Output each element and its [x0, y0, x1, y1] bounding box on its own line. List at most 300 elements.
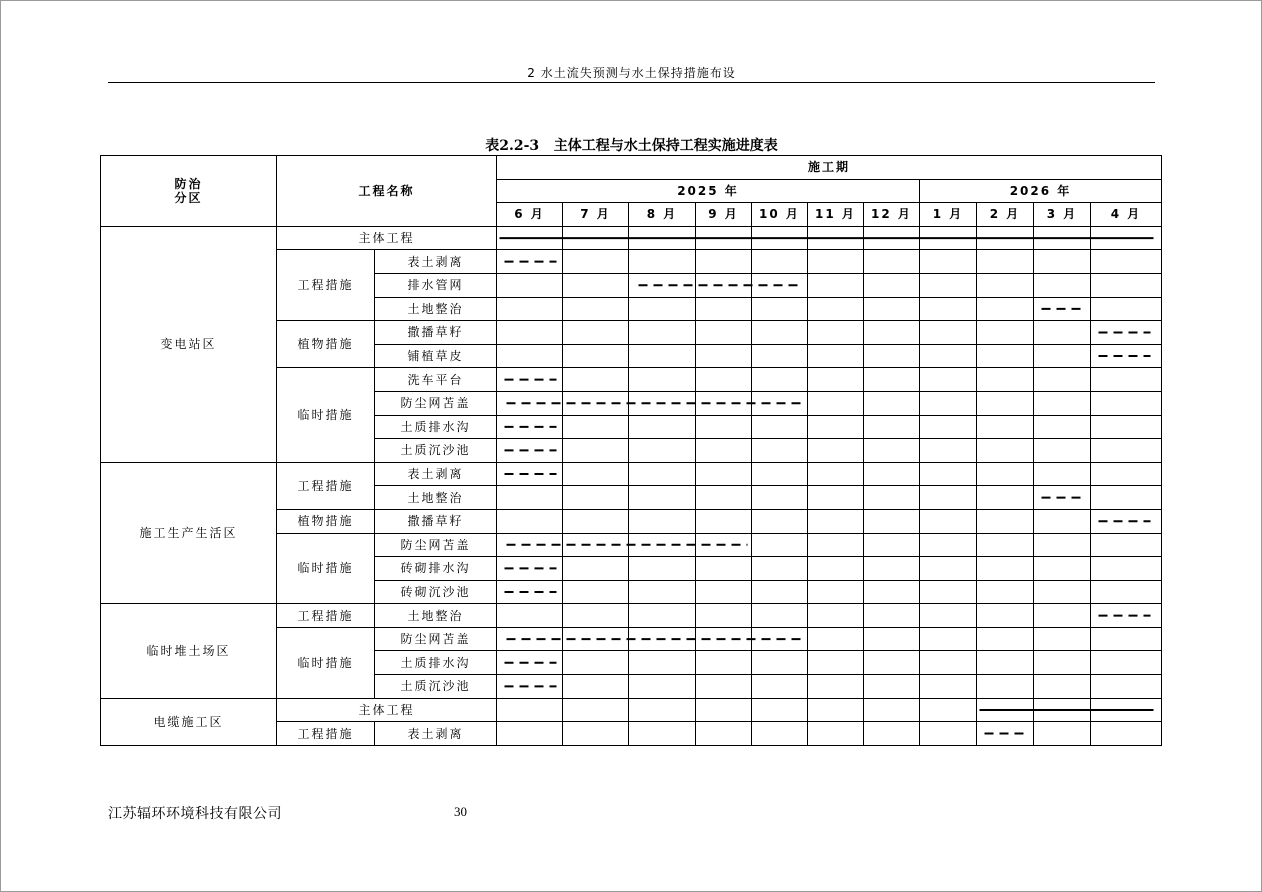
month-cell: [752, 533, 808, 557]
month-cell: [1034, 226, 1091, 250]
schedule-row: [101, 698, 1162, 722]
month-cell: [808, 344, 864, 368]
month-cell: [629, 651, 696, 675]
month-cell: [1034, 297, 1091, 321]
month-cell: [629, 557, 696, 581]
month-cell: [629, 273, 696, 297]
month-cell: [1034, 580, 1091, 604]
zone-cell: 施工生产生活区: [101, 462, 277, 604]
month-cell: [1091, 391, 1162, 415]
month-cell: [977, 509, 1034, 533]
month-cell: [977, 675, 1034, 699]
month-cell: [752, 580, 808, 604]
measure-category-cell: 植物措施: [277, 509, 375, 533]
measure-item-cell: 土地整治: [375, 604, 497, 628]
header-period: 施工期: [497, 156, 1162, 180]
month-cell: [1091, 273, 1162, 297]
month-cell: [696, 722, 752, 746]
month-cell: [977, 273, 1034, 297]
month-cell: [752, 627, 808, 651]
month-cell: [497, 604, 563, 628]
month-cell: [497, 321, 563, 345]
month-cell: [497, 651, 563, 675]
month-cell: [977, 604, 1034, 628]
measure-item-cell: 砖砌排水沟: [375, 557, 497, 581]
month-cell: [497, 439, 563, 463]
measure-item-cell: 土质沉沙池: [375, 675, 497, 699]
project-name-cell: 主体工程: [277, 698, 497, 722]
running-header: 2 水土流失预测与水土保持措施布设: [527, 66, 736, 80]
month-cell: [752, 344, 808, 368]
measure-item-cell: 铺植草皮: [375, 344, 497, 368]
month-cell: [629, 509, 696, 533]
month-cell: [629, 226, 696, 250]
month-cell: [864, 462, 920, 486]
month-cell: [629, 627, 696, 651]
month-cell: [808, 226, 864, 250]
month-cell: [864, 533, 920, 557]
month-cell: [920, 580, 977, 604]
month-cell: [920, 344, 977, 368]
month-cell: [563, 344, 629, 368]
month-cell: [977, 698, 1034, 722]
month-cell: [1091, 226, 1162, 250]
zone-cell: 电缆施工区: [101, 698, 277, 745]
month-cell: [696, 439, 752, 463]
month-cell: [920, 533, 977, 557]
month-cell: [1034, 698, 1091, 722]
month-cell: [752, 675, 808, 699]
month-cell: [752, 486, 808, 510]
month-cell: [977, 250, 1034, 274]
measure-category-cell: 临时措施: [277, 368, 375, 462]
month-cell: [808, 321, 864, 345]
header-month: 7 月: [563, 203, 629, 227]
month-cell: [563, 321, 629, 345]
month-cell: [808, 297, 864, 321]
month-cell: [497, 509, 563, 533]
month-cell: [1091, 557, 1162, 581]
header-month: 3 月: [1034, 203, 1091, 227]
month-cell: [1034, 415, 1091, 439]
month-cell: [977, 462, 1034, 486]
month-cell: [563, 698, 629, 722]
month-cell: [752, 722, 808, 746]
header-month: 1 月: [920, 203, 977, 227]
measure-item-cell: 防尘网苫盖: [375, 391, 497, 415]
month-cell: [752, 415, 808, 439]
month-cell: [629, 533, 696, 557]
month-cell: [752, 297, 808, 321]
month-cell: [629, 486, 696, 510]
month-cell: [977, 651, 1034, 675]
measure-item-cell: 表土剥离: [375, 250, 497, 274]
month-cell: [1034, 533, 1091, 557]
month-cell: [497, 273, 563, 297]
measure-category-cell: 工程措施: [277, 722, 375, 746]
month-cell: [696, 368, 752, 392]
month-cell: [864, 439, 920, 463]
month-cell: [752, 226, 808, 250]
measure-category-cell: 植物措施: [277, 321, 375, 368]
zone-cell: 临时堆土场区: [101, 604, 277, 698]
header-month: 2 月: [977, 203, 1034, 227]
month-cell: [696, 627, 752, 651]
month-cell: [696, 391, 752, 415]
footer-company: 江苏辐环环境科技有限公司: [108, 806, 282, 822]
month-cell: [920, 250, 977, 274]
month-cell: [563, 604, 629, 628]
month-cell: [752, 321, 808, 345]
month-cell: [977, 226, 1034, 250]
month-cell: [696, 557, 752, 581]
measure-item-cell: 洗车平台: [375, 368, 497, 392]
table-caption-number: 表2.2-3: [485, 138, 540, 154]
month-cell: [752, 439, 808, 463]
month-cell: [696, 509, 752, 533]
month-cell: [629, 462, 696, 486]
month-cell: [497, 486, 563, 510]
measure-item-cell: 排水管网: [375, 273, 497, 297]
month-cell: [696, 486, 752, 510]
month-cell: [1091, 698, 1162, 722]
month-cell: [1091, 250, 1162, 274]
month-cell: [808, 651, 864, 675]
month-cell: [864, 675, 920, 699]
month-cell: [696, 604, 752, 628]
month-cell: [563, 226, 629, 250]
month-cell: [629, 297, 696, 321]
month-cell: [1034, 391, 1091, 415]
month-cell: [1091, 486, 1162, 510]
month-cell: [696, 533, 752, 557]
month-cell: [629, 368, 696, 392]
month-cell: [808, 722, 864, 746]
month-cell: [808, 675, 864, 699]
month-cell: [920, 486, 977, 510]
page-number: 30: [454, 804, 467, 819]
month-cell: [977, 533, 1034, 557]
month-cell: [497, 297, 563, 321]
month-cell: [696, 675, 752, 699]
month-cell: [1091, 415, 1162, 439]
month-cell: [920, 273, 977, 297]
month-cell: [864, 344, 920, 368]
month-cell: [1091, 297, 1162, 321]
month-cell: [808, 415, 864, 439]
month-cell: [563, 557, 629, 581]
measure-item-cell: 撒播草籽: [375, 509, 497, 533]
month-cell: [629, 604, 696, 628]
month-cell: [696, 462, 752, 486]
month-cell: [752, 557, 808, 581]
month-cell: [1034, 368, 1091, 392]
month-cell: [629, 675, 696, 699]
month-cell: [1091, 675, 1162, 699]
month-cell: [808, 391, 864, 415]
header-rule: [108, 82, 1155, 83]
month-cell: [864, 297, 920, 321]
month-cell: [920, 722, 977, 746]
month-cell: [808, 533, 864, 557]
month-cell: [497, 627, 563, 651]
month-cell: [629, 415, 696, 439]
month-cell: [864, 651, 920, 675]
month-cell: [696, 698, 752, 722]
month-cell: [563, 533, 629, 557]
measure-item-cell: 撒播草籽: [375, 321, 497, 345]
month-cell: [1034, 439, 1091, 463]
header-month: 11 月: [808, 203, 864, 227]
measure-item-cell: 防尘网苫盖: [375, 627, 497, 651]
measure-category-cell: 临时措施: [277, 627, 375, 698]
month-cell: [629, 439, 696, 463]
month-cell: [752, 651, 808, 675]
month-cell: [977, 580, 1034, 604]
month-cell: [1091, 533, 1162, 557]
month-cell: [696, 344, 752, 368]
month-cell: [1034, 486, 1091, 510]
measure-category-cell: 工程措施: [277, 604, 375, 628]
month-cell: [497, 226, 563, 250]
month-cell: [696, 651, 752, 675]
month-cell: [920, 321, 977, 345]
month-cell: [920, 415, 977, 439]
measure-category-cell: 工程措施: [277, 462, 375, 509]
schedule-table: [100, 155, 1162, 746]
month-cell: [808, 509, 864, 533]
month-cell: [977, 297, 1034, 321]
month-cell: [563, 675, 629, 699]
month-cell: [497, 580, 563, 604]
month-cell: [808, 368, 864, 392]
month-cell: [1034, 722, 1091, 746]
month-cell: [563, 250, 629, 274]
month-cell: [977, 321, 1034, 345]
month-cell: [497, 391, 563, 415]
month-cell: [920, 391, 977, 415]
month-cell: [1034, 344, 1091, 368]
measure-item-cell: 土地整治: [375, 297, 497, 321]
measure-item-cell: 表土剥离: [375, 462, 497, 486]
month-cell: [563, 462, 629, 486]
month-cell: [864, 273, 920, 297]
month-cell: [920, 297, 977, 321]
header-month: 4 月: [1091, 203, 1162, 227]
month-cell: [1091, 604, 1162, 628]
month-cell: [563, 486, 629, 510]
month-cell: [497, 557, 563, 581]
month-cell: [808, 273, 864, 297]
month-cell: [752, 509, 808, 533]
month-cell: [1091, 651, 1162, 675]
month-cell: [1091, 321, 1162, 345]
month-cell: [920, 509, 977, 533]
month-cell: [864, 627, 920, 651]
month-cell: [497, 415, 563, 439]
month-cell: [1091, 509, 1162, 533]
month-cell: [977, 415, 1034, 439]
month-cell: [808, 604, 864, 628]
month-cell: [864, 722, 920, 746]
month-cell: [920, 368, 977, 392]
header-zone: 防治 分区: [101, 156, 277, 227]
month-cell: [864, 486, 920, 510]
month-cell: [864, 391, 920, 415]
month-cell: [1034, 462, 1091, 486]
table-caption: [100, 135, 1163, 155]
month-cell: [920, 698, 977, 722]
month-cell: [977, 439, 1034, 463]
month-cell: [977, 344, 1034, 368]
month-cell: [864, 604, 920, 628]
month-cell: [497, 722, 563, 746]
header-project: 工程名称: [277, 156, 497, 227]
month-cell: [920, 627, 977, 651]
month-cell: [977, 627, 1034, 651]
month-cell: [497, 675, 563, 699]
month-cell: [864, 509, 920, 533]
month-cell: [1034, 675, 1091, 699]
header-year-2026: 2026 年: [920, 179, 1162, 203]
month-cell: [563, 651, 629, 675]
month-cell: [497, 533, 563, 557]
month-cell: [864, 415, 920, 439]
month-cell: [497, 462, 563, 486]
month-cell: [629, 321, 696, 345]
month-cell: [1034, 250, 1091, 274]
month-cell: [1034, 604, 1091, 628]
month-cell: [563, 391, 629, 415]
month-cell: [752, 462, 808, 486]
measure-category-cell: 工程措施: [277, 250, 375, 321]
month-cell: [808, 557, 864, 581]
month-cell: [563, 368, 629, 392]
month-cell: [629, 344, 696, 368]
month-cell: [808, 439, 864, 463]
month-cell: [563, 580, 629, 604]
project-name-cell: 主体工程: [277, 226, 497, 250]
month-cell: [1091, 368, 1162, 392]
month-cell: [808, 580, 864, 604]
month-cell: [808, 698, 864, 722]
header-month: 10 月: [752, 203, 808, 227]
month-cell: [1034, 627, 1091, 651]
month-cell: [696, 226, 752, 250]
month-cell: [1091, 722, 1162, 746]
month-cell: [497, 344, 563, 368]
month-cell: [864, 321, 920, 345]
header-month: 12 月: [864, 203, 920, 227]
month-cell: [696, 273, 752, 297]
month-cell: [808, 250, 864, 274]
month-cell: [864, 557, 920, 581]
month-cell: [808, 486, 864, 510]
month-cell: [977, 557, 1034, 581]
schedule-row: [101, 604, 1162, 628]
header-month: 6 月: [497, 203, 563, 227]
month-cell: [920, 651, 977, 675]
month-cell: [1034, 273, 1091, 297]
month-cell: [497, 368, 563, 392]
month-cell: [752, 391, 808, 415]
month-cell: [563, 273, 629, 297]
month-cell: [864, 580, 920, 604]
month-cell: [1034, 509, 1091, 533]
measure-item-cell: 砖砌沉沙池: [375, 580, 497, 604]
measure-item-cell: 土质沉沙池: [375, 439, 497, 463]
month-cell: [977, 391, 1034, 415]
month-cell: [864, 250, 920, 274]
measure-item-cell: 土地整治: [375, 486, 497, 510]
month-cell: [977, 486, 1034, 510]
month-cell: [977, 722, 1034, 746]
header-year-2025: 2025 年: [497, 179, 920, 203]
measure-category-cell: 临时措施: [277, 533, 375, 604]
month-cell: [563, 722, 629, 746]
month-cell: [920, 462, 977, 486]
month-cell: [696, 250, 752, 274]
month-cell: [752, 368, 808, 392]
month-cell: [1091, 344, 1162, 368]
month-cell: [563, 415, 629, 439]
month-cell: [1091, 627, 1162, 651]
month-cell: [752, 273, 808, 297]
month-cell: [563, 439, 629, 463]
month-cell: [696, 321, 752, 345]
month-cell: [864, 368, 920, 392]
header-row-1: [101, 156, 1162, 180]
schedule-row: [101, 226, 1162, 250]
month-cell: [1034, 557, 1091, 581]
table-caption-title: 主体工程与水土保持工程实施进度表: [553, 138, 778, 154]
month-cell: [977, 368, 1034, 392]
zone-cell: 变电站区: [101, 226, 277, 462]
month-cell: [696, 580, 752, 604]
month-cell: [1091, 439, 1162, 463]
month-cell: [629, 722, 696, 746]
measure-item-cell: 防尘网苫盖: [375, 533, 497, 557]
month-cell: [629, 250, 696, 274]
month-cell: [629, 580, 696, 604]
month-cell: [752, 604, 808, 628]
month-cell: [864, 226, 920, 250]
month-cell: [1034, 651, 1091, 675]
month-cell: [563, 627, 629, 651]
month-cell: [920, 439, 977, 463]
month-cell: [752, 250, 808, 274]
month-cell: [563, 297, 629, 321]
month-cell: [920, 604, 977, 628]
month-cell: [752, 698, 808, 722]
month-cell: [563, 509, 629, 533]
month-cell: [920, 226, 977, 250]
month-cell: [864, 698, 920, 722]
measure-item-cell: 土质排水沟: [375, 415, 497, 439]
schedule-row: [101, 462, 1162, 486]
header-month: 8 月: [629, 203, 696, 227]
month-cell: [497, 250, 563, 274]
month-cell: [920, 675, 977, 699]
month-cell: [696, 415, 752, 439]
month-cell: [497, 698, 563, 722]
month-cell: [920, 557, 977, 581]
month-cell: [629, 391, 696, 415]
month-cell: [629, 698, 696, 722]
month-cell: [1091, 462, 1162, 486]
month-cell: [808, 627, 864, 651]
month-cell: [1034, 321, 1091, 345]
